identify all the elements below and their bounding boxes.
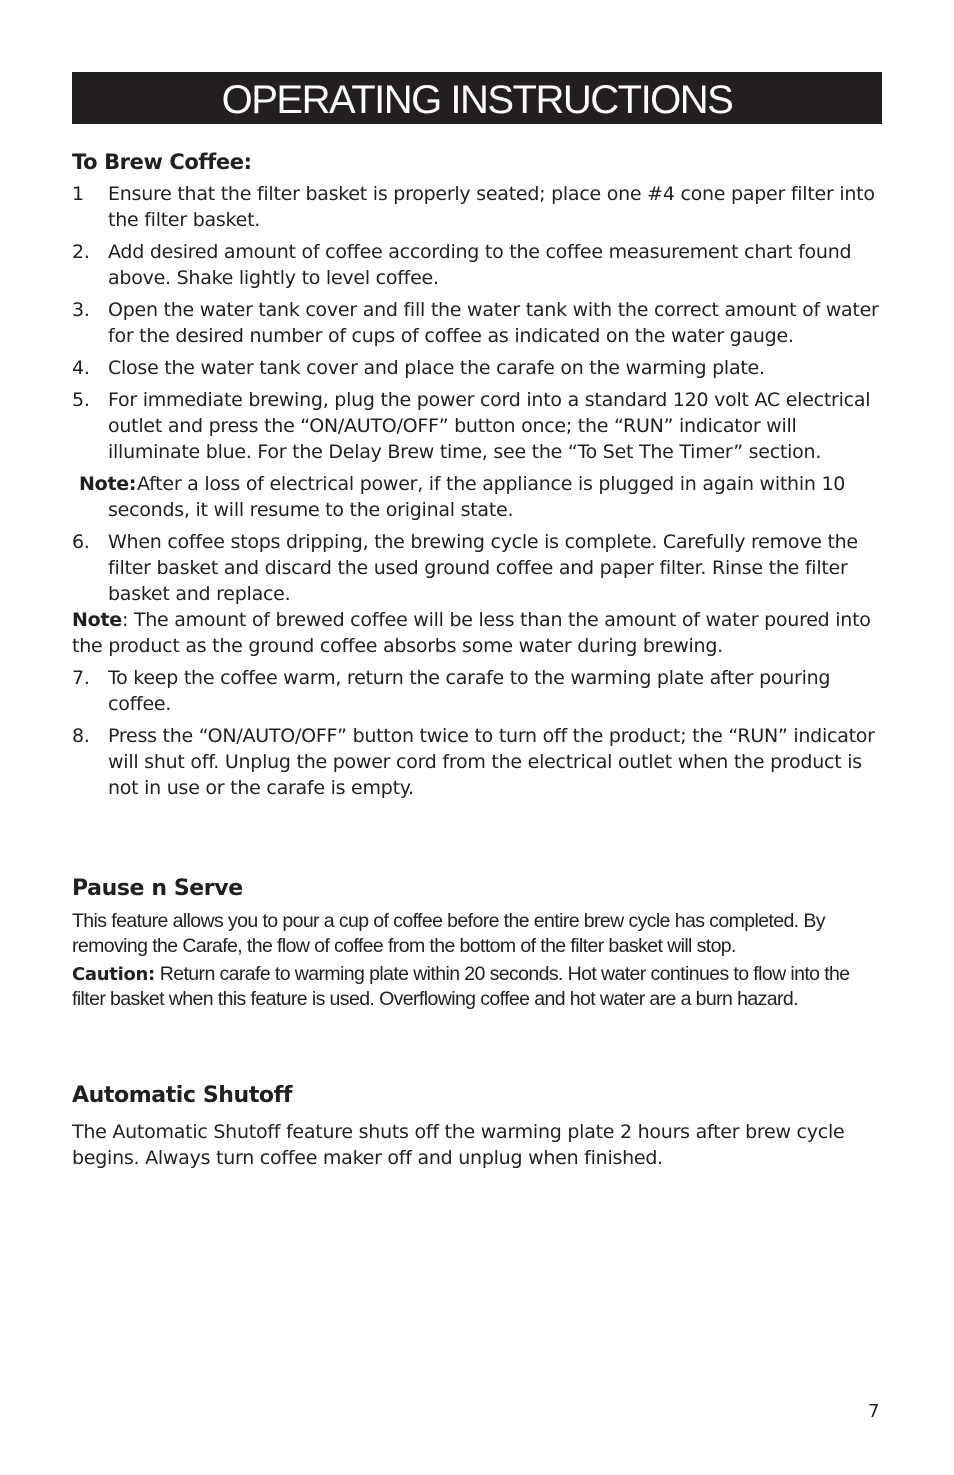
shutoff-heading: Automatic Shutoff [72,1083,292,1108]
step-text: Open the water tank cover and fill the water tank with the correct amount of water for the desired number of cups of coffee as indicated on the water gauge. [108,299,879,347]
step-text: When coffee stops dripping, the brewing cycle is complete. Carefully remove the filter basket and discard the used ground coffee and paper filter. Rinse the filter basket and replace. [108,531,858,605]
note-text: After a loss of electrical power, if the appliance is plugged in again within 10 seconds, it will resume to the original state. [108,473,846,521]
note-label: Note: [79,473,137,495]
list-item [72,387,887,465]
note-text: : The amount of brewed coffee will be less than the amount of water poured into the product as the ground coffee absorbs some water during brewing. [72,609,871,657]
list-item [72,239,887,291]
step-number: 4. [72,357,90,379]
step-text: Press the “ON/AUTO/OFF” button twice to turn off the product; the “RUN” indicator will shut off. Unplug the power cord from the electrical outlet when the product is not in use or the carafe is empty. [108,725,875,799]
caution-label: Caution: [72,964,155,985]
step-text: Close the water tank cover and place the carafe on the warming plate. [108,357,765,379]
power-loss-note [72,471,887,523]
shutoff-text: The Automatic Shutoff feature shuts off the warming plate 2 hours after brew cycle begins. Always turn coffee maker off and unplug when finished. [72,1121,845,1169]
pause-text: This feature allows you to pour a cup of coffee before the entire brew cycle has completed. By removing the Carafe, the flow of coffee from the bottom of the filter basket will stop. [72,910,825,957]
step-text: For immediate brewing, plug the power cord into a standard 120 volt AC electrical outlet and press the “ON/AUTO/OFF” button once; the “RUN” indicator will illuminate blue. For the Delay Brew time, see the “To Set The Timer” section. [108,389,871,463]
pause-section [72,909,887,1012]
caution-paragraph [72,962,887,1012]
list-item [72,355,887,381]
list-item [72,297,887,349]
note-label: Note [72,609,122,631]
step-number: 8. [72,725,90,747]
step-text: Ensure that the filter basket is properly seated; place one #4 cone paper filter into the filter basket. [108,183,875,231]
page-title: OPERATING INSTRUCTIONS [221,78,733,122]
list-item [72,665,887,717]
list-item [72,723,887,801]
step-number: 6. [72,531,90,553]
step-number: 7. [72,667,90,689]
brew-heading: To Brew Coffee: [72,150,252,174]
page-title-banner [72,72,882,124]
step-number: 1 [72,183,84,205]
step-number: 5. [72,389,90,411]
caution-text: Return carafe to warming plate within 20 seconds. Hot water continues to flow into the filter basket when this feature is used. Overflowing coffee and hot water are a burn hazard. [72,963,850,1010]
step-number: 2. [72,241,90,263]
brew-volume-note [72,607,887,659]
step-text: Add desired amount of coffee according to the coffee measurement chart found above. Shake lightly to level coffee. [108,241,852,289]
list-item [72,529,887,607]
page-number: 7 [868,1401,880,1422]
brew-steps [72,181,887,807]
pause-heading: Pause n Serve [72,876,243,901]
step-number: 3. [72,299,90,321]
list-item [72,181,887,233]
step-text: To keep the coffee warm, return the carafe to the warming plate after pouring coffee. [108,667,831,715]
